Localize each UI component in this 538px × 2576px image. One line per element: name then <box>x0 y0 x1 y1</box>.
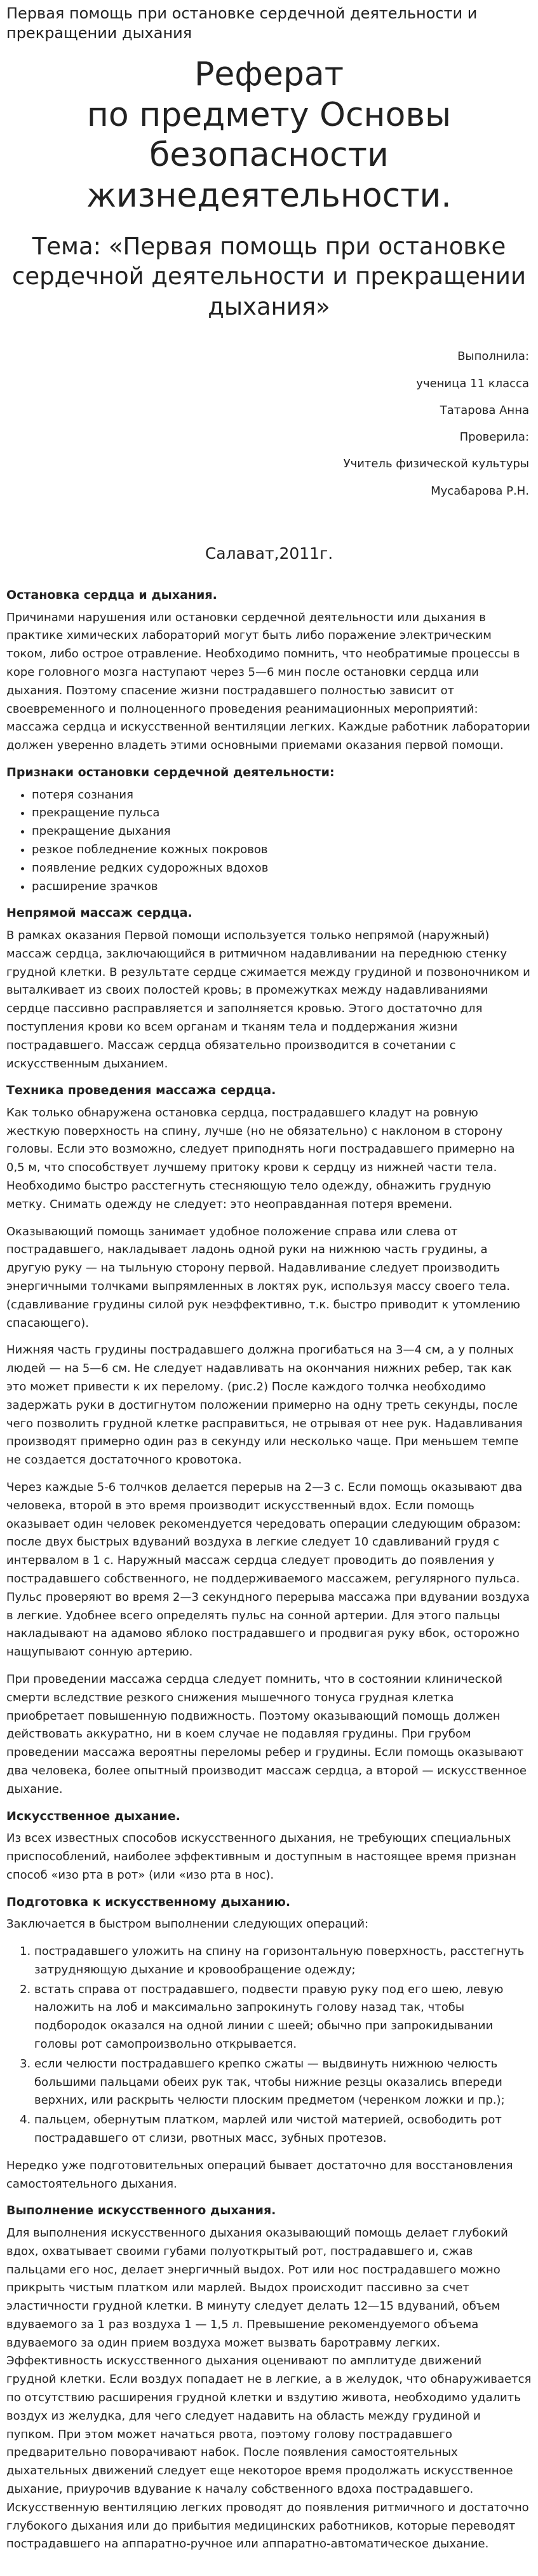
signature-line: Учитель физической культуры <box>343 457 529 471</box>
list-item: 3. если челюсти пострадавшего крепко сжаты — выдвинуть нижнюю челюсть большими пальцами обеих рук так, чтобы нижние резцы оказались впереди верхних, или раскрыть челюсти плоским предметом (черенком ложки и пр.); <box>34 2055 532 2110</box>
paragraph: Через каждые 5-6 толчков делается перерыв на 2—3 с. Если помощь оказывают два человека, второй в это время производит искусственный вдох. Если помощь оказывает один человек рекомендуется чередовать операции следующим образом: после двух быстрых вдуваний воздуха в легкие следует 10 сдавливаний грудя с интервалом в 1 с. Наружный массаж сердца следует проводить до появления у пострадавшего собственного, не поддерживаемого массажем, регулярного пульса. Пульс проверяют во время 2—3 секундного перерыва массажа при вдувании воздуха в легкие. Удобнее всего определять пульс на сонной артерии. Для этого пальцы накладывают на адамово яблоко пострадавшего и продвигая руку вбок, осторожно нащупывают сонную артерию. <box>6 1481 530 1659</box>
bullet-list <box>6 786 532 896</box>
section-title: Техника проведения массажа сердца. <box>6 1083 276 1098</box>
cover-title <box>6 55 532 216</box>
list-item: 1. пострадавшего уложить на спину на горизонтальную поверхность, расстегнуть затрудняющую дыхание и кровообращение одежду; <box>34 1943 532 1980</box>
page-title: Первая помощь при остановке сердечной деятельности и прекращении дыхания <box>6 4 478 43</box>
section <box>6 2202 532 2554</box>
signature-line: Мусабарова Р.Н. <box>431 484 529 498</box>
section <box>6 1082 532 1798</box>
paragraph: Как только обнаружена остановка сердца, пострадавшего кладут на ровную жесткую поверхность на спину, лучше (но не обязательно) с наклоном в сторону головы. Если это возможно, следует приподнять ноги пострадавшего примерно на 0,5 м, что способствует лучшему притоку крови к сердцу из нижней части тела. Необходимо быстро расстегнуть стесняющую тело одежду, обнажить грудную метку. Снимать одежду не следует: это неоправданная потеря времени. <box>6 1106 515 1211</box>
signature-line: ученица 11 класса <box>416 376 529 390</box>
section-title: Остановка сердца и дыхания. <box>6 587 217 602</box>
list-item: 4. пальцем, обернутым платком, марлей или чистой материей, освободить рот пострадавшего от слизи, рвотных масс, зубных протезов. <box>34 2111 532 2148</box>
cover-theme: Тема: «Первая помощь при остановке сердечной деятельности и прекращении дыхания» <box>12 233 526 320</box>
signature-line: Татарова Анна <box>440 403 529 417</box>
section <box>6 764 532 896</box>
section <box>6 905 532 1073</box>
paragraph: Заключается в быстром выполнении следующих операций: <box>6 1917 369 1931</box>
place-date: Салават,2011г. <box>205 544 333 563</box>
section-title: Непрямой массаж сердца. <box>6 906 192 921</box>
document-body <box>6 587 532 2554</box>
paragraph: Нижняя часть грудины пострадавшего должна прогибаться на 3—4 см, а у полных людей — на 5—6 см. Не следует надавливать на окончания нижних ребер, так как это может привести к их перелому. (рис.2) После каждого толчка необходимо задержать руки в достигнутом положении примерно на одну треть секунды, после чего позволить грудной клетке расправиться, не отрывая от нее рук. Надавливания производят примерно один раз в секунду или несколько чаще. При меньшем темпе не создается достаточного кровотока. <box>6 1343 523 1467</box>
list-item: • прекращение пульса <box>32 804 532 823</box>
paragraph: В рамках оказания Первой помощи используется только непрямой (наружный) массаж сердца, заключающийся в ритмичном надавливании на переднюю стенку грудной клетки. В результате сердце сжимается между грудиной и позвоночником и выталкивает из своих полостей кровь; в промежутках между надавливаниями сердце пассивно расправляется и заполняется кровью. Этого достаточно для поступления крови ко всем органам и тканям тела и поддержания жизни пострадавшего. Массаж сердца обязательно производится в сочетании с искусственным дыханием. <box>6 928 530 1071</box>
cover-title-line: Реферат <box>194 55 344 94</box>
paragraph: Для выполнения искусственного дыхания оказывающий помощь делает глубокий вдох, охватывает своими губами полуоткрытый рот, пострадавшего и, сжав пальцами его нос, делает энергичный выдох. Рот или нос пострадавшего можно прикрыть чистым платком или марлей. Выдох происходит пассивно за счет эластичности грудной клетки. В минуту следует делать 12—15 вдуваний, объем вдуваемого за 1 раз воздуха 1 — 1,5 л. Превышение рекомендуемого объема вдуваемого за один прием воздуха может вызвать баротравму легких. Эффективность искусственного дыхания оценивают по амплитуде движений грудной клетки. Если воздух попадает не в легкие, а в желудок, что обнаруживается по отсутствию расширения грудной клетки и вздутию живота, необходимо удалить воздух из желудка, для чего следует надавить на область между грудиной и пупком. При этом может начаться рвота, поэтому голову пострадавшего предварительно поворачивают набок. После появления самостоятельных дыхательных движений следует еще некоторое время продолжать искусственное дыхание, приурочив вдувание к началу собственного вдоха пострадавшего. Искусственную вентиляцию легких проводят до появления ритмичного и достаточно глубокого дыхания или до прибытия медицинских работников, которые переводят пострадавшего на аппаратно-ручное или аппаратно-автоматическое дыхание. <box>6 2226 532 2551</box>
section <box>6 1894 532 2194</box>
paragraph: Из всех известных способов искусственного дыхания, не требующих специальных приспособлений, наиболее эффективным и доступным в настоящее время признан способ «изо рта в рот» (или «изо рта в нос). <box>6 1832 516 1882</box>
list-item: • расширение зрачков <box>32 878 532 896</box>
list-item: • потеря сознания <box>32 786 532 805</box>
paragraph: Оказывающий помощь занимает удобное положение справа или слева от пострадавшего, накладывает ладонь одной руки на нижнюю часть грудины, а другую руку — на тыльную сторону первой. Надавливание следует производить энергичными толчками выпрямленных в локтях рук, используя массу своего тела. (сдавливание грудины силой рук неэффективно, т.к. быстро приводит к утомлению спасающего). <box>6 1224 520 1330</box>
numbered-list <box>6 1943 532 2148</box>
paragraph: Нередко уже подготовительных операций бывает достаточно для восстановления самостоятельного дыхания. <box>6 2158 513 2191</box>
list-item: • прекращение дыхания <box>32 823 532 841</box>
section-title: Признаки остановки сердечной деятельности: <box>6 765 335 779</box>
paragraph: При проведении массажа сердца следует помнить, что в состоянии клинической смерти вследствие резкого снижения мышечного тонуса грудная клетка приобретает повышенную подвижность. Поэтому оказывающий помощь должен действовать аккуратно, ни в коем случае не подавляя грудины. При грубом проведении массажа вероятны переломы ребер и грудины. Если помощь оказывают два человека, более опытный производит массаж сердца, а второй — искусственное дыхание. <box>6 1673 527 1796</box>
signature-line: Выполнила: <box>457 350 529 364</box>
cover-title-line: по предмету Основы <box>86 95 452 134</box>
cover-title-line: жизнедеятельности. <box>86 176 452 215</box>
list-item: 2. встать справа от пострадавшего, подвести правую руку под его шею, левую наложить на лоб и максимально запрокинуть голову назад так, чтобы подбородок оказался на одной линии с шеей; обычно при запрокидывании головы рот самопроизвольно открывается. <box>34 1981 532 2054</box>
list-item: • резкое побледнение кожных покровов <box>32 841 532 860</box>
section-title: Выполнение искусственного дыхания. <box>6 2203 276 2218</box>
signature-line: Проверила: <box>459 430 529 444</box>
cover-block <box>6 55 532 563</box>
signature-block <box>6 343 532 505</box>
cover-title-line: безопасности <box>149 136 389 175</box>
paragraph: Причинами нарушения или остановки сердечной деятельности или дыхания в практике химических лабораторий могут быть либо поражение электрическим током, либо острое отравление. Необходимо помнить, что необратимые процессы в коре головного мозга наступают через 5—6 мин после остановки сердца или дыхания. Поэтому спасение жизни пострадавшего полностью зависит от своевременного и полноценного проведения реанимационных мероприятий: массажа сердца и искусственной вентиляции легких. Каждые работник лаборатории должен уверенно владеть этими основными приемами оказания первой помощи. <box>6 610 530 753</box>
section <box>6 1808 532 1885</box>
list-item: • появление редких судорожных вдохов <box>32 860 532 878</box>
section-title: Искусственное дыхание. <box>6 1809 180 1823</box>
section <box>6 587 532 755</box>
section-title: Подготовка к искусственному дыханию. <box>6 1894 291 1909</box>
